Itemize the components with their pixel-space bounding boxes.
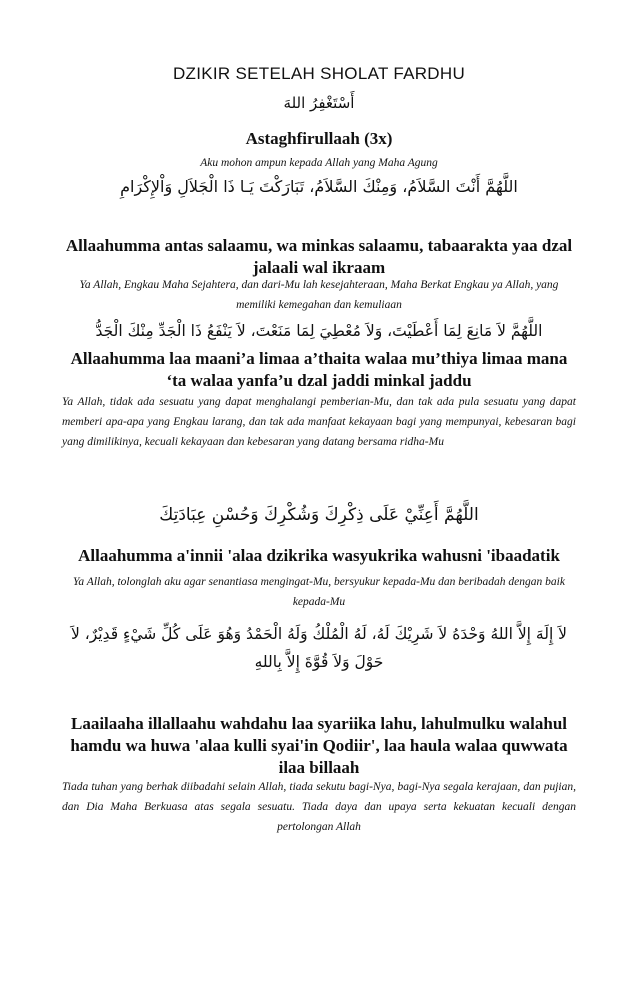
- istighfar-translation: Aku mohon ampun kepada Allah yang Maha Agung: [200, 157, 438, 169]
- dzikir2-latin: Allaahumma laa maani’a limaa a’thaita walaa mu’thiya limaa mana ‘ta walaa yanfa’u dzal jaddi minkal jaddu: [70, 349, 568, 390]
- page-title: DZIKIR SETELAH SHOLAT FARDHU: [172, 64, 466, 83]
- dzikir2-translation: Ya Allah, tidak ada sesuatu yang dapat menghalangi pemberian-Mu, dan tak ada pula sesuatu yang dapat memberi apa-apa yang Engkau larang, dan tak ada manfaat kekayaan bagi yang mempunyai, kebesaran bagi yang dimilikinya, kecuali kekayaan dan kebesaran yang datang bersama ridha-Mu: [62, 396, 576, 448]
- dzikir1-arabic: اللَّهُمَّ أَنْتَ السَّلاَمُ، وَمِنْكَ السَّلاَمُ، تَبَارَكْتَ يَـا ذَا الْجَلاَلِ وَاْلإِكْرَامِ: [120, 177, 518, 196]
- istighfar-latin: Astaghfirullaah (3x): [245, 129, 393, 148]
- dzikir4-translation: Tiada tuhan yang berhak diibadahi selain Allah, tiada sekutu bagi-Nya, bagi-Nya segala kerajaan, dan pujian, dan Dia Maha Berkuasa atas segala sesuatu. Tiada daya dan upaya serta kekuatan kecuali dengan pertolongan Allah: [62, 781, 576, 833]
- dzikir1-translation: Ya Allah, Engkau Maha Sejahtera, dan dari-Mu lah kesejahteraan, Maha Berkat Engkau ya Allah, yang memiliki kemegahan dan kemuliaan: [79, 279, 559, 311]
- dzikir3-latin: Allaahumma a'innii 'alaa dzikrika wasyukrika wahusni 'ibaadatik: [78, 546, 560, 565]
- dzikir1-latin: Allaahumma antas salaamu, wa minkas salaamu, tabaarakta yaa dzal jalaali wal ikraam: [65, 236, 573, 277]
- dzikir4-arabic-line1: لاَ إِلَهَ إِلاَّ اللهُ وَحْدَهُ لاَ شَرِيْكَ لَهُ، لَهُ الْمُلْكُ وَلَهُ الْحَمْدُ وَهُوَ عَلَى كُلِّ شَيْءٍ قَدِيْرٌ، لاَ: [70, 625, 568, 643]
- istighfar-arabic: أَسْتَغْفِرُ اللهَ: [283, 94, 355, 112]
- dzikir2-arabic: اللَّهُمَّ لاَ مَانِعَ لِمَا أَعْطَيْتَ، وَلاَ مُعْطِيَ لِمَا مَنَعْتَ، لاَ يَنْفَعُ ذَا الْجَدِّ مِنْكَ الْجَدُّ: [95, 322, 543, 340]
- dzikir4-latin: Laailaaha illallaahu wahdahu laa syariika lahu, lahulmulku walahul hamdu wa huwa 'alaa kulli syai'in Qodiir', laa haula walaa quwwata ilaa billaah: [70, 714, 568, 777]
- dzikir3-arabic: اللَّهُمَّ أَعِنِّيْ عَلَى ذِكْرِكَ وَشُكْرِكَ وَحُسْنِ عِبَادَتِكَ: [159, 505, 479, 525]
- dzikir3-translation: Ya Allah, tolonglah aku agar senantiasa mengingat-Mu, bersyukur kepada-Mu dan beribadah dengan baik kepada-Mu: [73, 576, 565, 608]
- dzikir4-arabic-line2: حَوْلَ وَلاَ قُوَّةَ إِلاَّ بِاللهِ: [254, 653, 384, 671]
